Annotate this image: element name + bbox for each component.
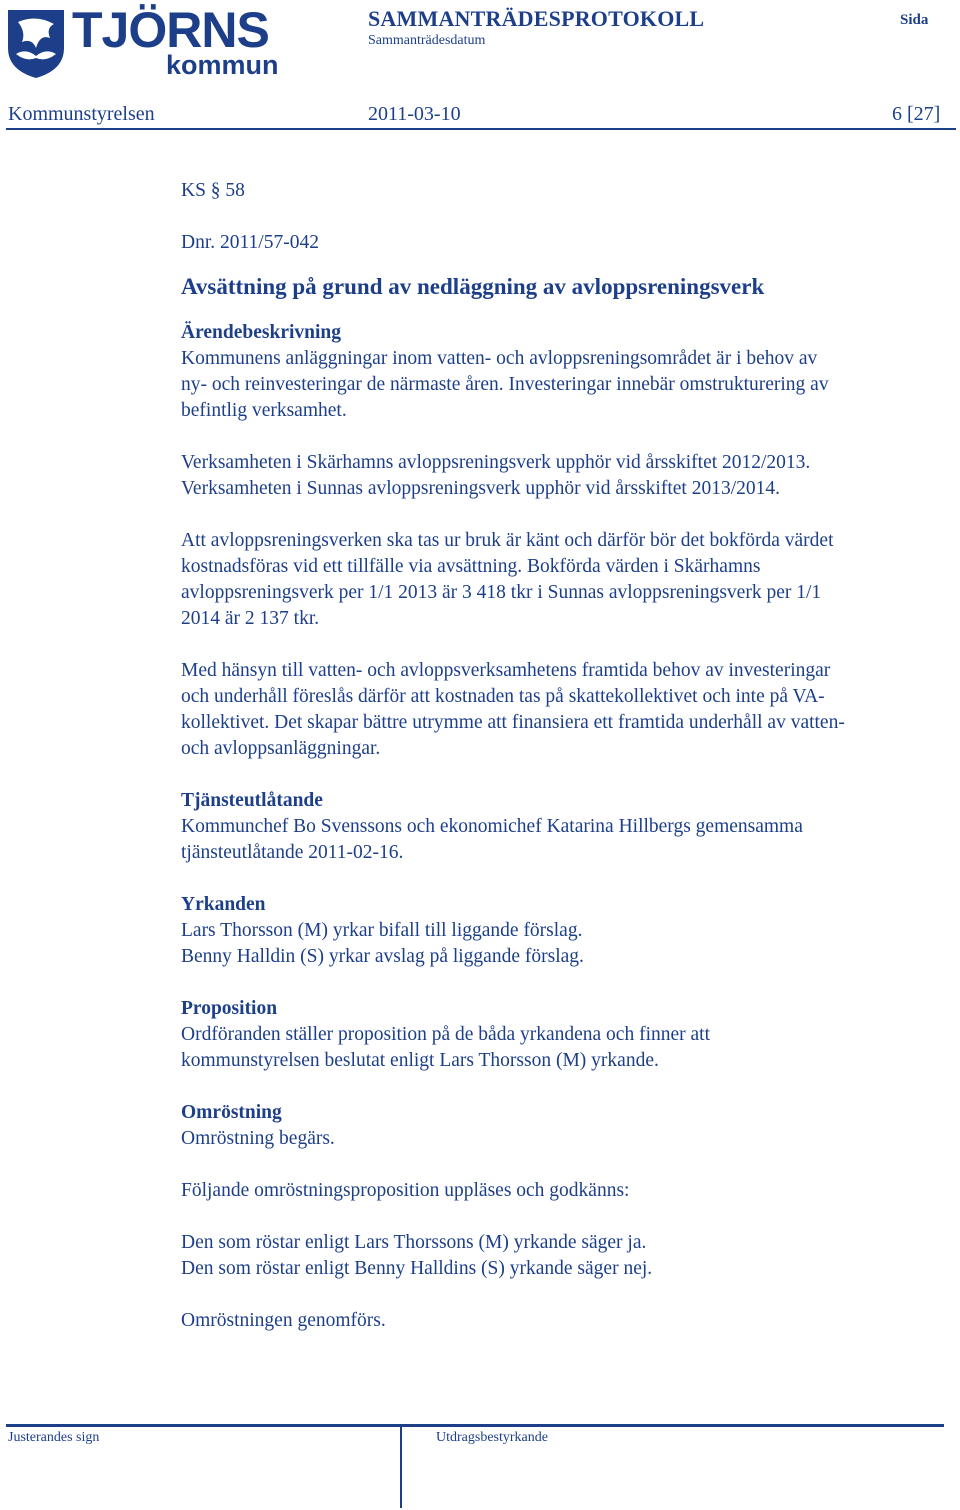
adjuster-signature-label: Justerandes sign [8,1430,100,1445]
meeting-date: 2011-03-10 [368,103,461,125]
paragraph-line: Följande omröstningsproposition uppläses och godkänns: [181,1180,630,1201]
paragraph-line: Den som röstar enligt Lars Thorssons (M) yrkande säger ja. [181,1232,647,1253]
paragraph-line: Kommunchef Bo Svenssons och ekonomichef Katarina Hillbergs gemensamma [181,816,803,837]
logo-name: TJÖRNS [72,2,269,58]
header-divider [6,128,956,130]
meeting-date-label: Sammanträdesdatum [368,33,486,48]
paragraph-line: Verksamheten i Sunnas avloppsreningsverk upphör vid årsskiftet 2013/2014. [181,478,780,499]
paragraph-line: ny- och reinvesteringar de närmaste åren. Investeringar innebär omstrukturering av [181,374,829,395]
footer-column-divider [400,1424,402,1508]
paragraph-line: Med hänsyn till vatten- och avloppsverksamhetens framtida behov av investeringar [181,660,831,681]
case-dnr: Dnr. 2011/57-042 [181,232,319,253]
section-heading: Omröstning [181,1102,282,1123]
document-title: SAMMANTRÄDESPROTOKOLL [368,6,705,31]
page-number: 6 [27] [892,103,941,125]
section-heading: Yrkanden [181,894,266,915]
municipality-logo [6,2,279,82]
paragraph-line: Kommunens anläggningar inom vatten- och avloppsreningsområdet är i behov av [181,348,818,369]
paragraph-line: Den som röstar enligt Benny Halldins (S) yrkande säger nej. [181,1258,653,1279]
extract-certification-label: Utdragsbestyrkande [436,1430,548,1445]
case-paragraph: KS § 58 [181,180,245,201]
minutes-body [181,178,951,1334]
footer-divider [6,1424,944,1427]
paragraph-line: Benny Halldin (S) yrkar avslag på liggande förslag. [181,946,584,967]
paragraph-line: och underhåll föreslås därför att kostnaden tas på skattekollektivet och inte på VA- [181,686,825,707]
logo-subtitle: kommun [166,50,279,80]
paragraph-line: 2014 är 2 137 tkr. [181,608,320,629]
paragraph-line: och avloppsanläggningar. [181,738,381,759]
paragraph-line: kommunstyrelsen beslutat enligt Lars Thorsson (M) yrkande. [181,1050,659,1071]
paragraph-line: Lars Thorsson (M) yrkar bifall till liggande förslag. [181,920,583,941]
coat-of-arms-icon [6,8,66,80]
paragraph-line: kollektivet. Det skapar bättre utrymme att finansiera ett framtida underhåll av vatten- [181,712,845,733]
paragraph-line: kostnadsföras vid ett tillfälle via avsättning. Bokförda värden i Skärhamns [181,556,761,577]
section-heading: Proposition [181,998,278,1019]
paragraph-line: tjänsteutlåtande 2011-02-16. [181,842,404,863]
paragraph-line: befintlig verksamhet. [181,400,347,421]
section-heading: Ärendebeskrivning [181,322,341,343]
paragraph-line: Ordföranden ställer proposition på de båda yrkandena och finner att [181,1024,711,1045]
paragraph-line: avloppsreningsverk per 1/1 2013 är 3 418 tkr i Sunnas avloppsreningsverk per 1/1 [181,582,822,603]
paragraph-line: Omröstning begärs. [181,1128,335,1149]
paragraph-line: Verksamheten i Skärhamns avloppsreningsverk upphör vid årsskiftet 2012/2013. [181,452,811,473]
paragraph-line: Omröstningen genomförs. [181,1310,386,1331]
case-title: Avsättning på grund av nedläggning av avloppsreningsverk [181,274,765,299]
section-heading: Tjänsteutlåtande [181,790,323,811]
page-label: Sida [900,12,929,28]
committee-name: Kommunstyrelsen [8,103,155,125]
paragraph-line: Att avloppsreningsverken ska tas ur bruk är känt och därför bör det bokförda värdet [181,530,834,551]
